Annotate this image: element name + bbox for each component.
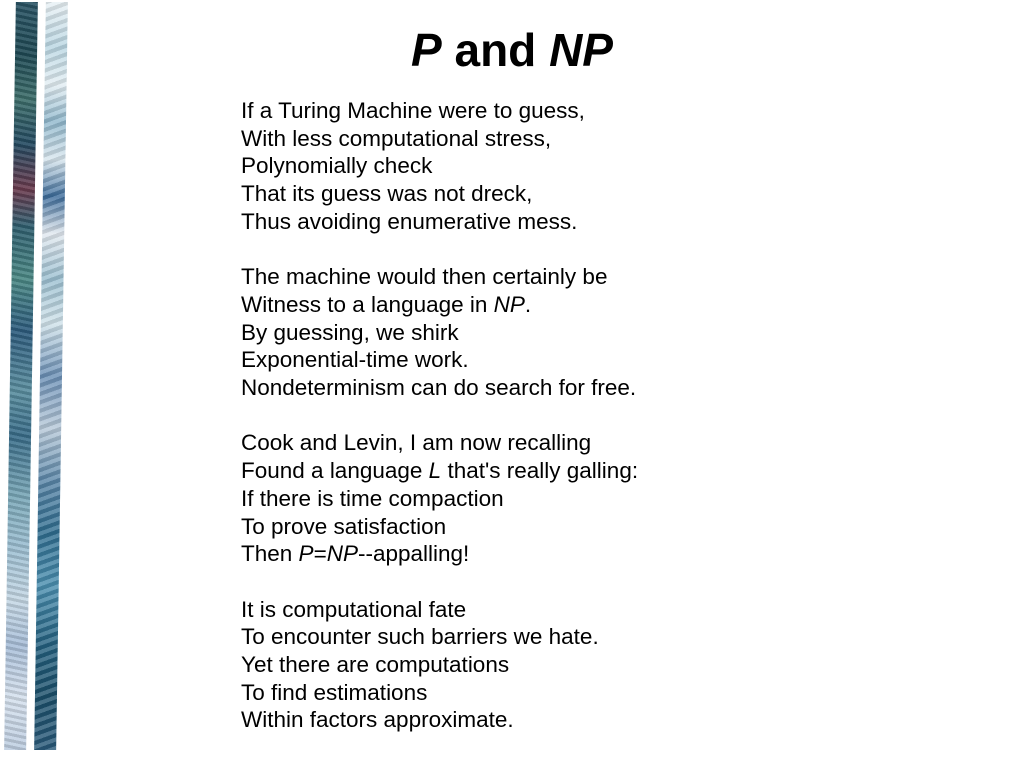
poem-text: Witness to a language in [241, 291, 494, 317]
stanza-1 [241, 97, 1001, 236]
poem-line: Polynomially check [241, 153, 433, 179]
poem-text: . [524, 291, 532, 317]
poem-line: To find estimations [241, 679, 428, 705]
title-and: and [441, 24, 550, 76]
poem-line: Within factors approximate. [241, 707, 514, 733]
stanza-gap [241, 568, 1001, 596]
poem-line [241, 540, 1001, 568]
poem-line: If a Turing Machine were to guess, [241, 98, 585, 123]
title-np: NP [549, 24, 613, 76]
poem-italic-np: NP [326, 541, 358, 567]
poem-line: That its guess was not dreck, [241, 181, 533, 207]
stanza-gap [241, 402, 1001, 430]
stanza-3 [241, 429, 1001, 568]
poem-italic-l: L [428, 458, 442, 484]
poem-line: It is computational fate [241, 596, 467, 622]
poem-line: Thus avoiding enumerative mess. [241, 208, 578, 234]
poem-line: Nondeterminism can do search for free. [241, 375, 637, 401]
poem-line: To prove satisfaction [241, 513, 447, 539]
poem-line [241, 291, 1001, 319]
poem-text: Then [241, 541, 299, 567]
poem [241, 97, 1001, 734]
stanza-gap [241, 236, 1001, 264]
poem-text: that's really galling: [441, 458, 639, 484]
poem-line: Exponential-time work. [241, 347, 469, 373]
stanza-4 [241, 596, 1001, 735]
poem-line [241, 457, 1001, 485]
poem-line: Cook and Levin, I am now recalling [241, 430, 592, 456]
poem-line: The machine would then certainly be [241, 264, 608, 290]
poem-line: With less computational stress, [241, 125, 552, 151]
poem-line: To encounter such barriers we hate. [241, 624, 599, 650]
stanza-2 [241, 263, 1001, 402]
poem-italic-p: P [298, 541, 314, 567]
poem-line: By guessing, we shirk [241, 319, 459, 345]
decorative-strip-right [34, 2, 68, 750]
poem-text: = [313, 541, 327, 567]
title-p: P [411, 24, 442, 76]
decorative-strip-left [4, 2, 38, 750]
poem-italic-np: NP [493, 291, 525, 317]
poem-line: If there is time compaction [241, 485, 504, 511]
poem-text: --appalling! [357, 541, 470, 567]
poem-text: Found a language [241, 458, 429, 484]
page-title [0, 20, 1024, 80]
poem-line: Yet there are computations [241, 652, 510, 678]
